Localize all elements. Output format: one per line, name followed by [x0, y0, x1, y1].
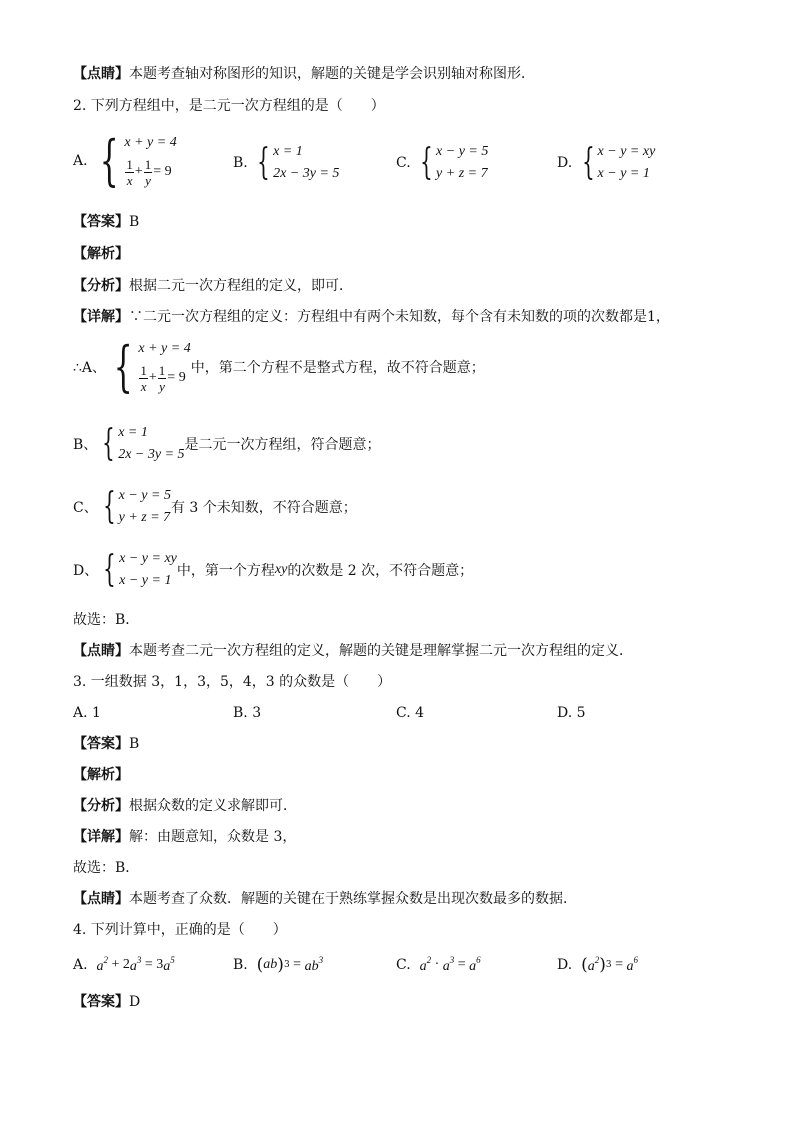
- equation-system: { x − y = 5 y + z = 7: [420, 142, 489, 183]
- q3-dianjing: 【点睛】本题考查了众数．解题的关键在于熟练掌握众数是出现次数最多的数据．: [73, 891, 577, 907]
- q3-xiangjie: 【详解】解：由题意知，众数是 3，: [73, 829, 297, 845]
- q2-option-d: D. { x − y = xy x − y = 1: [557, 142, 656, 183]
- q2-dianjing: 【点睛】本题考查二元一次方程组的定义，解题的关键是理解掌握二元一次方程组的定义．: [73, 643, 633, 659]
- q4-option-d: D. ( $a^2$ ) 3 = $a^6$: [557, 955, 639, 975]
- q4-option-b: B. ( ab ) 3 = $ab^3$: [233, 955, 324, 975]
- tag-dianjing: 【点睛】: [73, 66, 129, 82]
- equation-system: { x + y = 4 $\frac{1}{x}$ + $\frac{1}{y}$ = 9: [99, 129, 177, 192]
- q3-answer: 【答案】B: [73, 736, 140, 752]
- q2-answer: 【答案】B: [73, 214, 140, 230]
- q3-analysis-tag: 【解析】: [73, 767, 129, 783]
- q3-option-a: A. 1: [73, 705, 101, 721]
- q2-xiangjie: 【详解】∵二元一次方程组的定义：方程组中有两个未知数，每个含有未知数的项的次数都是1，: [73, 309, 670, 325]
- q4-option-a: A. $a^2$ + 2 $a^3$ = 3 $a^5$: [73, 955, 175, 974]
- q2-analysis-tag: 【解析】: [73, 246, 129, 262]
- q2-option-c: C. { x − y = 5 y + z = 7: [396, 142, 489, 183]
- equation-system: { x = 1 2x − 3y = 5: [257, 142, 340, 183]
- q1-dianjing: 【点睛】本题考查轴对称图形的知识，解题的关键是学会识别轴对称图形．: [73, 66, 535, 82]
- q2-detail-a: ∴A、 { x + y = 4 $\frac{1}{x}$ + $\frac{1}{y}$ = 9 中，第二个方程不是整式方程，故不符合题意；: [73, 335, 485, 398]
- q4-answer: 【答案】D: [73, 994, 141, 1010]
- equation-system: { x − y = xy x − y = 1: [581, 142, 656, 183]
- q3-fenxi: 【分析】根据众数的定义求解即可．: [73, 798, 297, 814]
- q2-fenxi: 【分析】根据二元一次方程组的定义，即可．: [73, 278, 353, 294]
- q2-option-b: B. { x = 1 2x − 3y = 5: [233, 142, 340, 183]
- q2-guxuan: 故选：B．: [73, 612, 140, 628]
- q3-option-b: B. 3: [233, 705, 262, 721]
- q3-guxuan: 故选：B．: [73, 860, 140, 876]
- q2-detail-b: B、 { x = 1 2x − 3y = 5 是二元一次方程组，符合题意；: [73, 423, 381, 464]
- q3-option-c: C. 4: [396, 705, 425, 721]
- q4-option-c: C. $a^2$ · $a^3$ = $a^6$: [396, 955, 481, 974]
- q2-stem: 2. 下列方程组中，是二元一次方程组的是（ ）: [73, 98, 385, 114]
- q2-detail-d: D、 { x − y = xy x − y = 1 中，第一个方程 xy 的次数是 2 次，不符合题意；: [73, 549, 474, 590]
- q3-stem: 3. 一组数据 3，1，3，5，4，3 的众数是（ ）: [73, 674, 392, 690]
- q2-option-a: A. { x + y = 4 $\frac{1}{x}$ + $\frac{1}{y}$ = 9: [73, 129, 177, 192]
- q3-option-d: D. 5: [557, 705, 586, 721]
- q2-detail-c: C、 { x − y = 5 y + z = 7 有 3 个未知数，不符合题意；: [73, 486, 357, 527]
- q4-stem: 4. 下列计算中，正确的是（ ）: [73, 922, 287, 938]
